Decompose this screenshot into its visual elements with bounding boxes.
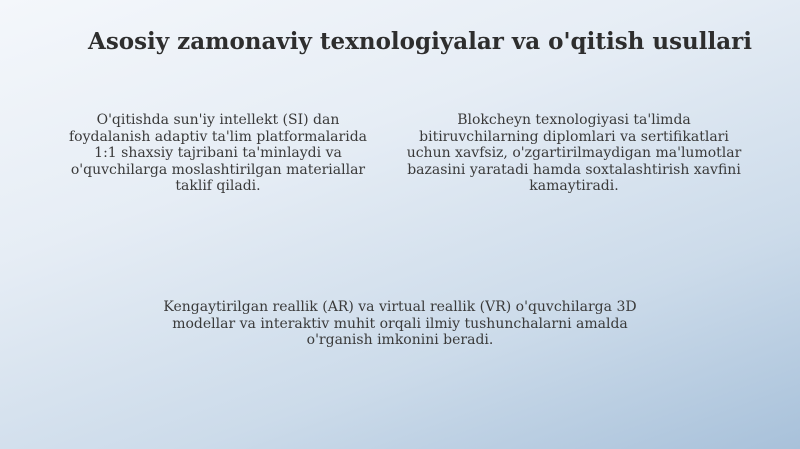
text-block-ai: O'qitishda sun'iy intellekt (SI) dan foydalanish adaptiv ta'lim platformalarida 1:1 shaxsiy tajribani ta'minlaydi va o'quvchilarga moslashtirilgan materiallar taklif qiladi. xyxy=(68,112,368,194)
slide-title: Asosiy zamonaviy texnologiyalar va o'qitish usullari xyxy=(87,28,753,55)
text-block-blockchain: Blokcheyn texnologiyasi ta'limda bitiruvchilarning diplomlari va sertifikatlari uchun xavfsiz, o'zgartirilmaydigan ma'lumotlar bazasini yaratadi hamda soxtalashtirish xavfini kamaytiradi. xyxy=(406,112,742,194)
text-block-ar-vr: Kengaytirilgan reallik (AR) va virtual reallik (VR) o'quvchilarga 3D modellar va interaktiv muhit orqali ilmiy tushunchalarni amalda o'rganish imkonini beradi. xyxy=(163,299,637,348)
